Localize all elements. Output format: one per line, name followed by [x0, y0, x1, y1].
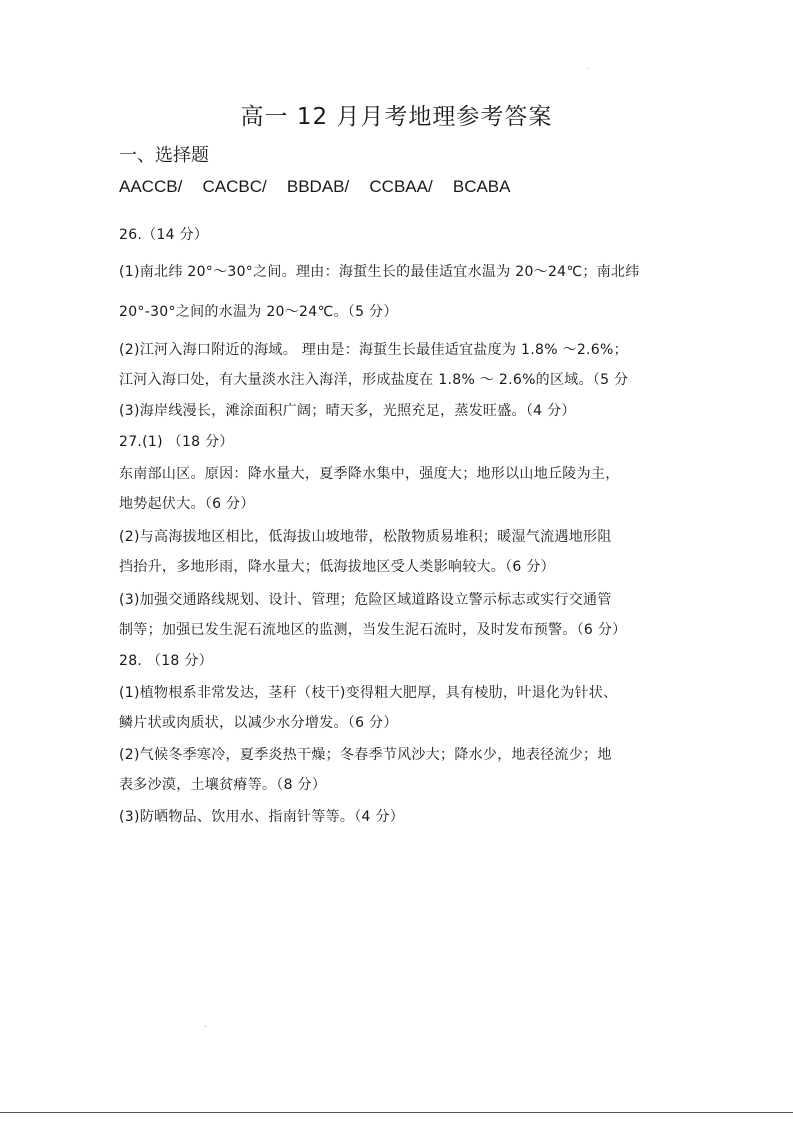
q27-answer-3-line-2: 制等；加强已发生泥石流地区的监测，当发生泥石流时，及时发布预警。（6 分） — [119, 622, 627, 638]
q27-answer-1-line-1: 东南部山区。原因：降水量大，夏季降水集中，强度大；地形以山地丘陵为主， — [119, 466, 620, 482]
q26-answer-1-line-1: (1)南北纬 20°～30°之间。理由：海蜇生长的最佳适宜水温为 20～24℃；南北纬 — [119, 264, 640, 280]
q26-answer-2-line-1: (2)江河入海口附近的海域。 理由是：海蜇生长最佳适宜盐度为 1.8% ～2.6%； — [119, 342, 628, 358]
q26-answer-2-line-2: 江河入海口处，有大量淡水注入海洋，形成盐度在 1.8% ～ 2.6%的区域。（5 分 — [119, 372, 629, 388]
q27-answer-1-line-2: 地势起伏大。（6 分） — [119, 496, 255, 512]
q28-answer-2-line-1: (2)气候冬季寒冷，夏季炎热干燥；冬春季节风沙大；降水少，地表径流少；地 — [119, 747, 612, 763]
choice-answers: AACCB/ CACBC/ BBDAB/ CCBAA/ BCABA — [119, 177, 511, 196]
q27-answer-2-line-2: 挡抬升，多地形雨，降水量大；低海拔地区受人类影响较大。（6 分） — [119, 559, 555, 575]
q27-answer-2-line-1: (2)与高海拔地区相比，低海拔山坡地带，松散物质易堆积；暖湿气流遇地形阻 — [119, 529, 612, 545]
q26-answer-3: (3)海岸线漫长，滩涂面积广阔；晴天多，光照充足，蒸发旺盛。（4 分） — [119, 403, 576, 419]
q28-answer-1-line-2: 鳞片状或肉质状，以减少水分增发。（6 分） — [119, 715, 398, 731]
q28-answer-1-line-1: (1)植物根系非常发达，茎秆（枝干)变得粗大肥厚，具有棱肋，叶退化为针状、 — [119, 685, 618, 701]
q27-heading: 27.(1) （18 分） — [119, 434, 234, 450]
scan-speck — [205, 1026, 206, 1027]
q26-heading: 26.（14 分） — [119, 227, 209, 243]
q26-answer-1-line-2: 20°-30°之间的水温为 20～24℃。（5 分） — [119, 304, 398, 320]
scan-speck — [588, 68, 589, 69]
q28-answer-2-line-2: 表多沙漠，土壤贫瘠等。（8 分） — [119, 777, 327, 793]
q27-answer-3-line-1: (3)加强交通路线规划、设计、管理；危险区域道路设立警示标志或实行交通管 — [119, 592, 612, 608]
page-title: 高一 12 月月考地理参考答案 — [240, 104, 553, 130]
q28-answer-3: (3)防晒物品、饮用水、指南针等等。（4 分） — [119, 809, 405, 825]
page-bottom-rule — [0, 1112, 793, 1113]
section-heading-choice: 一、选择题 — [119, 145, 209, 166]
q28-heading: 28. （18 分） — [119, 653, 213, 669]
